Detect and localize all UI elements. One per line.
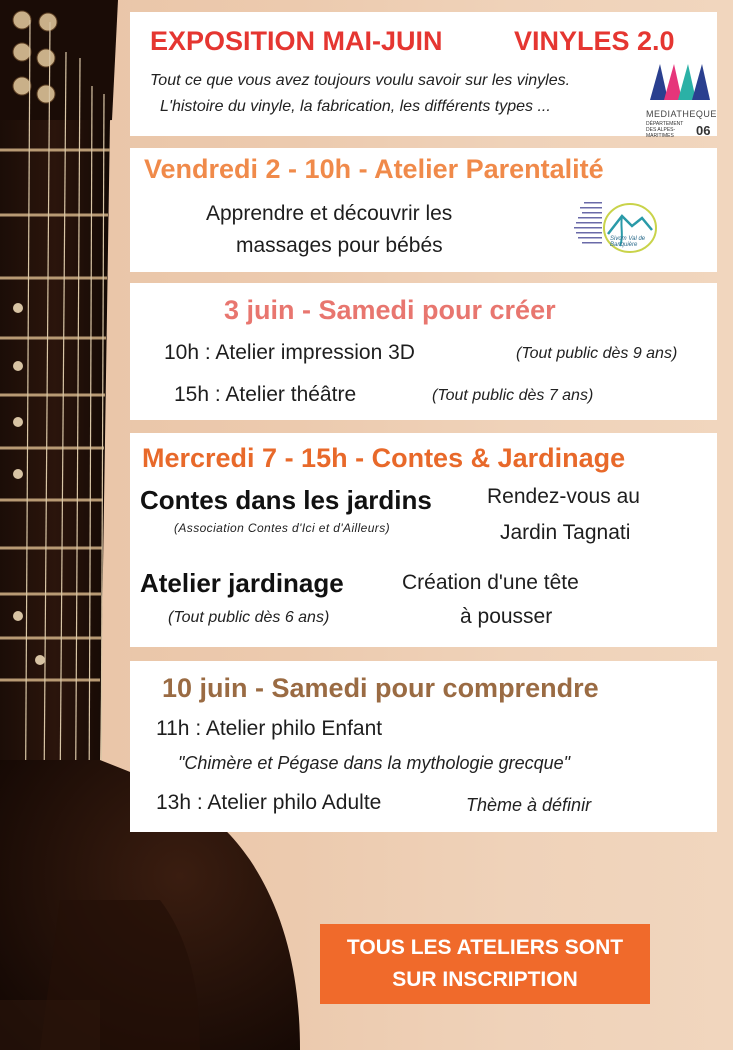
gardening-desc-line1: Création d'une tête xyxy=(402,571,579,594)
parentality-title: Vendredi 2 - 10h - Atelier Parentalité xyxy=(144,154,604,184)
registration-line2: SUR INSCRIPTION xyxy=(392,968,578,991)
exhibition-desc-line2: L'histoire du vinyle, la fabrication, les différents types ... xyxy=(160,98,551,115)
philo-child-label: 11h : Atelier philo Enfant xyxy=(156,717,383,740)
exhibition-header-card xyxy=(130,12,717,139)
parentality-desc-line2: massages pour bébés xyxy=(236,234,443,257)
tales-association: (Association Contes d'Ici et d'Ailleurs) xyxy=(174,521,390,535)
tales-title: Contes dans les jardins xyxy=(140,485,432,515)
exhibition-desc-line1: Tout ce que vous avez toujours voulu savoir sur les vinyles. xyxy=(150,72,571,89)
gardening-desc-line2: à pousser xyxy=(460,605,553,628)
gardening-note: (Tout public dès 6 ans) xyxy=(168,609,330,626)
exhibition-title: EXPOSITION MAI-JUIN xyxy=(150,26,443,56)
department-number: 06 xyxy=(696,122,711,138)
sivom-logo xyxy=(564,196,664,264)
create-saturday-card xyxy=(130,283,717,420)
tales-gardening-title: Mercredi 7 - 15h - Contes & Jardinage xyxy=(142,443,626,473)
exhibition-subtitle: VINYLES 2.0 xyxy=(514,26,675,56)
understand-saturday-card xyxy=(130,661,717,832)
parentality-desc-line1: Apprendre et découvrir les xyxy=(206,202,453,225)
philo-child-theme: "Chimère et Pégase dans la mythologie grecque" xyxy=(178,753,571,773)
create-saturday-title: 3 juin - Samedi pour créer xyxy=(224,295,556,325)
mediatheque-logo-label: MEDIATHEQUE xyxy=(646,109,717,119)
tales-desc-line1: Rendez-vous au xyxy=(487,485,640,508)
gardening-title: Atelier jardinage xyxy=(140,568,344,598)
registration-line1: TOUS LES ATELIERS SONT xyxy=(346,936,624,959)
parentality-workshop-card xyxy=(130,148,717,272)
sivom-logo-text: Sivom Val de Banquière xyxy=(610,236,646,248)
workshop-3d-note: (Tout public dès 9 ans) xyxy=(516,345,678,362)
tales-desc-line2: Jardin Tagnati xyxy=(500,521,631,544)
workshop-theatre-note: (Tout public dès 7 ans) xyxy=(432,387,594,404)
department-label: DÉPARTEMENT DES ALPES-MARITIMES xyxy=(646,121,684,139)
understand-saturday-title: 10 juin - Samedi pour comprendre xyxy=(162,673,599,703)
mediatheque-logo xyxy=(646,60,717,139)
philo-adult-label: 13h : Atelier philo Adulte xyxy=(156,791,382,814)
workshop-3d-label: 10h : Atelier impression 3D xyxy=(164,341,415,364)
registration-required-banner xyxy=(320,924,650,1004)
workshop-theatre-label: 15h : Atelier théâtre xyxy=(174,383,357,406)
tales-gardening-card xyxy=(130,433,717,647)
philo-adult-theme: Thème à définir xyxy=(466,795,592,815)
